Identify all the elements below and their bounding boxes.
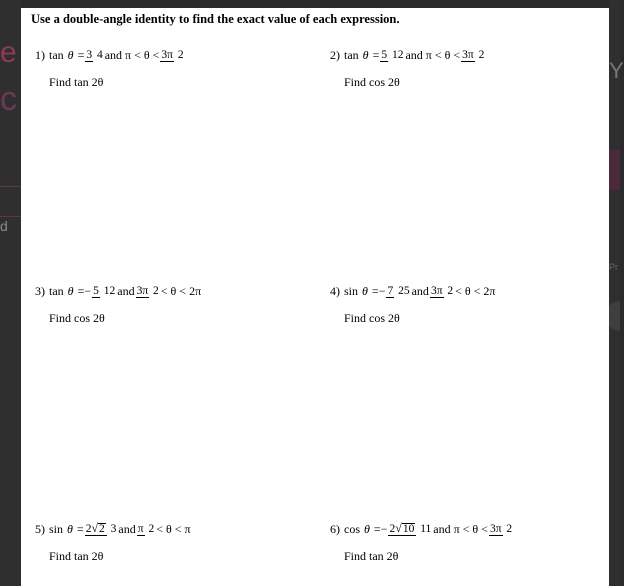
value-sign: − [84,283,92,298]
fraction-numerator: 5 [381,48,388,61]
value-fraction [386,285,410,298]
problem-3 [35,274,201,326]
problem-number: 3) [35,283,45,298]
square-root [91,522,105,535]
fraction-denominator: 2 [506,522,513,535]
fraction-denominator: 2 [447,284,454,297]
condition-fraction [160,49,184,62]
value-fraction [380,49,404,62]
equals-sign: = [77,47,85,62]
condition-text: and [117,283,135,298]
value-fraction [85,522,118,536]
theta: θ [67,521,73,536]
theta: θ [362,47,369,62]
fraction-denominator: 2 [478,48,485,61]
function-name: sin [49,521,64,536]
condition-text: and π < θ < [405,47,461,62]
fraction-numerator [388,522,416,536]
condition-text: < θ < 2π [160,283,202,298]
condition-fraction [461,49,485,62]
fraction-numerator: 3π [462,48,474,61]
problem-number: 6) [330,521,340,536]
problem-number: 5) [35,521,45,536]
problem-1 [35,38,186,90]
fraction-numerator: 3π [161,48,173,61]
value-sign: − [380,521,388,536]
fraction-numerator: 3π [489,522,502,535]
fraction-denominator: 12 [103,284,116,297]
equals-sign: = [76,521,84,536]
theta: θ [362,283,368,298]
square-root [395,522,415,535]
fraction-numerator [85,522,107,536]
fraction-denominator: 25 [398,284,410,297]
function-name: cos [344,521,360,536]
background-text-pr: Pr [609,262,618,272]
radical-coefficient: 2 [85,523,92,535]
background-right-strip [609,0,620,586]
problem-number: 1) [35,47,45,62]
find-prompt: Find cos 2θ [344,311,400,325]
equals-sign: = [77,283,85,298]
fraction-denominator: 2 [148,522,155,535]
value-fraction [85,49,103,62]
value-fraction [388,522,432,536]
problem-4 [330,274,495,326]
radical-coefficient: 2 [389,523,396,535]
find-prompt: Find tan 2θ [49,75,104,89]
theta: θ [67,47,74,62]
theta: θ [67,283,74,298]
fraction-denominator: 2 [153,284,159,297]
problem-number: 2) [330,47,340,62]
radical-sign-icon: √ [91,521,99,535]
radicand: 2 [99,523,105,535]
value-fraction [92,285,116,298]
radical-sign-icon: √ [395,521,402,535]
background-char-c: c [0,80,17,118]
function-name: tan [49,283,64,298]
fraction-numerator: 3π [136,284,149,297]
equals-sign: = [373,521,381,536]
radicand: 10 [402,523,415,535]
condition-fraction [137,523,155,536]
background-divider [0,186,21,187]
equals-sign: = [371,283,379,298]
function-name: sin [344,283,359,298]
condition-text: and [411,283,429,298]
instructions: Use a double-angle identity to find the exact value of each expression. [31,12,400,26]
background-panel [609,150,620,190]
background-char-e: e [0,36,17,69]
background-divider [0,216,21,217]
fraction-denominator: 4 [96,48,103,61]
fraction-denominator: 11 [420,523,432,535]
fraction-numerator: π [137,522,144,535]
find-prompt: Find cos 2θ [49,311,105,325]
condition-text: < θ < 2π [455,283,496,298]
function-name: tan [49,47,64,62]
function-name: tan [344,47,359,62]
worksheet-page [21,8,609,586]
fraction-denominator: 3 [110,523,117,535]
condition-text: and π < θ < [433,521,488,536]
problem-number: 4) [330,283,340,298]
fraction-numerator: 5 [93,284,99,297]
fraction-numerator: 3 [86,48,93,61]
theta: θ [364,521,370,536]
value-sign: − [378,283,386,298]
condition-fraction [136,285,160,298]
fraction-denominator: 2 [177,48,184,61]
find-prompt: Find cos 2θ [344,75,400,89]
condition-text: and [118,521,136,536]
problem-5 [35,512,191,564]
problem-6 [330,512,514,564]
fraction-numerator: 3π [430,284,443,297]
find-prompt: Find tan 2θ [49,549,104,563]
condition-fraction [489,523,513,536]
fraction-denominator: 12 [391,48,404,61]
background-char-y: Y [609,58,624,83]
problem-2 [330,38,486,90]
condition-text: < θ < π [156,521,191,536]
equals-sign: = [372,47,380,62]
find-prompt: Find tan 2θ [344,549,399,563]
background-char-d: d [0,218,8,234]
fraction-numerator: 7 [387,284,394,297]
condition-fraction [430,285,454,298]
condition-text: and π < θ < [104,47,160,62]
